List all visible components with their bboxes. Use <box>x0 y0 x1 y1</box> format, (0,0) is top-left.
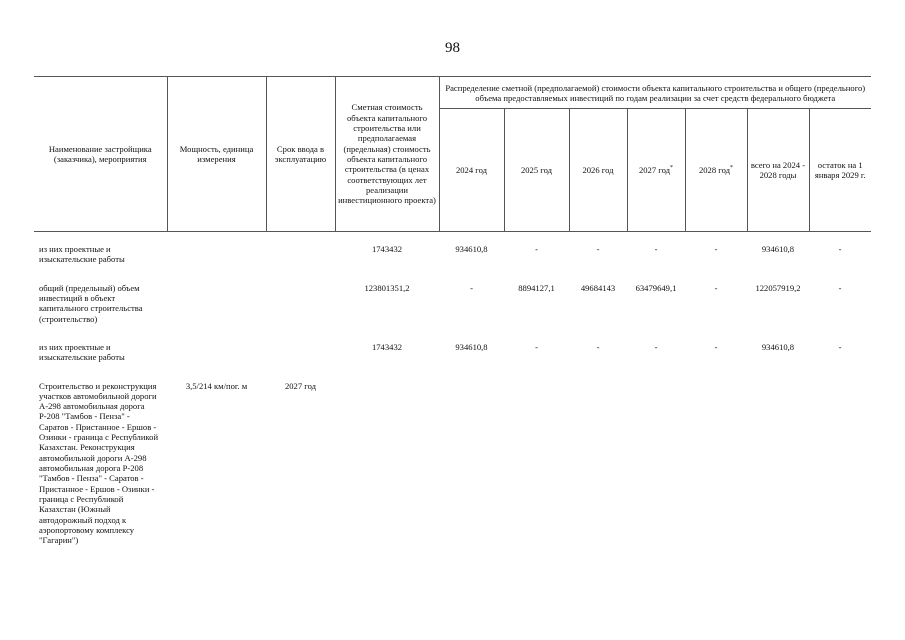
row-2026: - <box>596 244 600 254</box>
row-name: общий (предельный) объем инвестиций в объект капитального строительства (строительство) <box>39 282 143 324</box>
row-total: 934610,8 <box>761 341 795 352</box>
row-2024: - <box>470 282 473 293</box>
row-estimate: 1743432 <box>371 244 403 254</box>
row-term <box>266 330 335 369</box>
row-2027 <box>627 369 685 552</box>
row-capacity <box>167 330 266 369</box>
row-estimate: 1743432 <box>371 341 403 352</box>
row-2026: - <box>596 341 600 352</box>
row-name: из них проектные и изыскательские работы <box>39 341 125 363</box>
header-name: Наименование застройщика (заказчика), мероприятия <box>34 77 167 232</box>
row-2025: - <box>535 244 538 254</box>
row-2025: 8894127,1 <box>518 282 555 293</box>
row-2026 <box>569 369 627 552</box>
row-2027: - <box>654 341 658 352</box>
table-row <box>34 271 871 330</box>
table-row <box>34 330 871 369</box>
page-number: 98 <box>445 40 460 56</box>
header-distribution: Распределение сметной (предполагаемой) стоимости объекта капитального строительства и общего (предельного) объема предоставляемых инвестиций по годам реализации за счет средств федерального бюджета <box>439 77 871 109</box>
header-total: всего на 2024 - 2028 годы <box>747 109 809 232</box>
row-2024: 934610,8 <box>455 244 488 254</box>
row-2025: - <box>535 341 538 352</box>
row-2028: - <box>714 341 718 352</box>
row-estimate <box>335 369 439 552</box>
row-term: 2027 год <box>284 380 317 391</box>
row-capacity <box>167 232 266 271</box>
header-year-2027: 2027 год* <box>627 109 685 232</box>
investment-table <box>34 76 871 552</box>
row-2026: 49684143 <box>580 282 616 293</box>
header-capacity: Мощность, единица измерения <box>167 77 266 232</box>
row-2027: - <box>654 244 658 254</box>
row-name: Строительство и реконструкция участков автомобильной дороги А-298 автомобильная дорога Р-208 "Тамбов - Пенза" - Саратов - Пристанное - Ершов - Озинки - граница с Республикой Казахстан. Реконструкция автомобильной дороги А-298 автомобильная дорога Р-208 "Тамбов - Пенза" - Саратов - Пристанное - Ершов - Озинки - граница с Республикой Казахстан (Южный автодорожный подход к аэропортовому комплексу "Гагарин") <box>39 380 159 546</box>
header-estimate: Сметная стоимость объекта капитального строительства или предполагаемая (предельная) стоимость объекта капитального строительства (в ценах соответствующих лет реализации инвестиционного проекта) <box>335 77 439 232</box>
row-remainder <box>809 369 871 552</box>
row-capacity: 3,5/214 км/пог. м <box>185 380 248 391</box>
row-total: 122057919,2 <box>755 282 801 293</box>
row-total: 934610,8 <box>761 244 795 254</box>
header-year-2028: 2028 год* <box>685 109 747 232</box>
row-remainder: - <box>838 341 842 352</box>
row-remainder: - <box>838 282 842 293</box>
row-estimate: 123801351,2 <box>364 282 410 293</box>
row-capacity <box>167 271 266 330</box>
row-2028: - <box>714 282 718 293</box>
row-name: из них проектные и изыскательские работы <box>39 244 125 265</box>
row-2024 <box>439 369 504 552</box>
header-year-2024: 2024 год <box>439 109 504 232</box>
header-remainder: остаток на 1 января 2029 г. <box>809 109 871 232</box>
header-year-2026: 2026 год <box>569 109 627 232</box>
row-2028 <box>685 369 747 552</box>
row-term <box>266 271 335 330</box>
row-2027: 63479649,1 <box>635 282 677 293</box>
row-term <box>266 232 335 271</box>
header-year-2025: 2025 год <box>504 109 569 232</box>
row-total <box>747 369 809 552</box>
row-2028: - <box>714 244 718 254</box>
row-2024: 934610,8 <box>455 341 488 352</box>
table-row <box>34 369 871 552</box>
header-term: Срок ввода в эксплуатацию <box>266 77 335 232</box>
row-2025 <box>504 369 569 552</box>
table-row <box>34 232 871 271</box>
row-remainder: - <box>838 244 842 254</box>
